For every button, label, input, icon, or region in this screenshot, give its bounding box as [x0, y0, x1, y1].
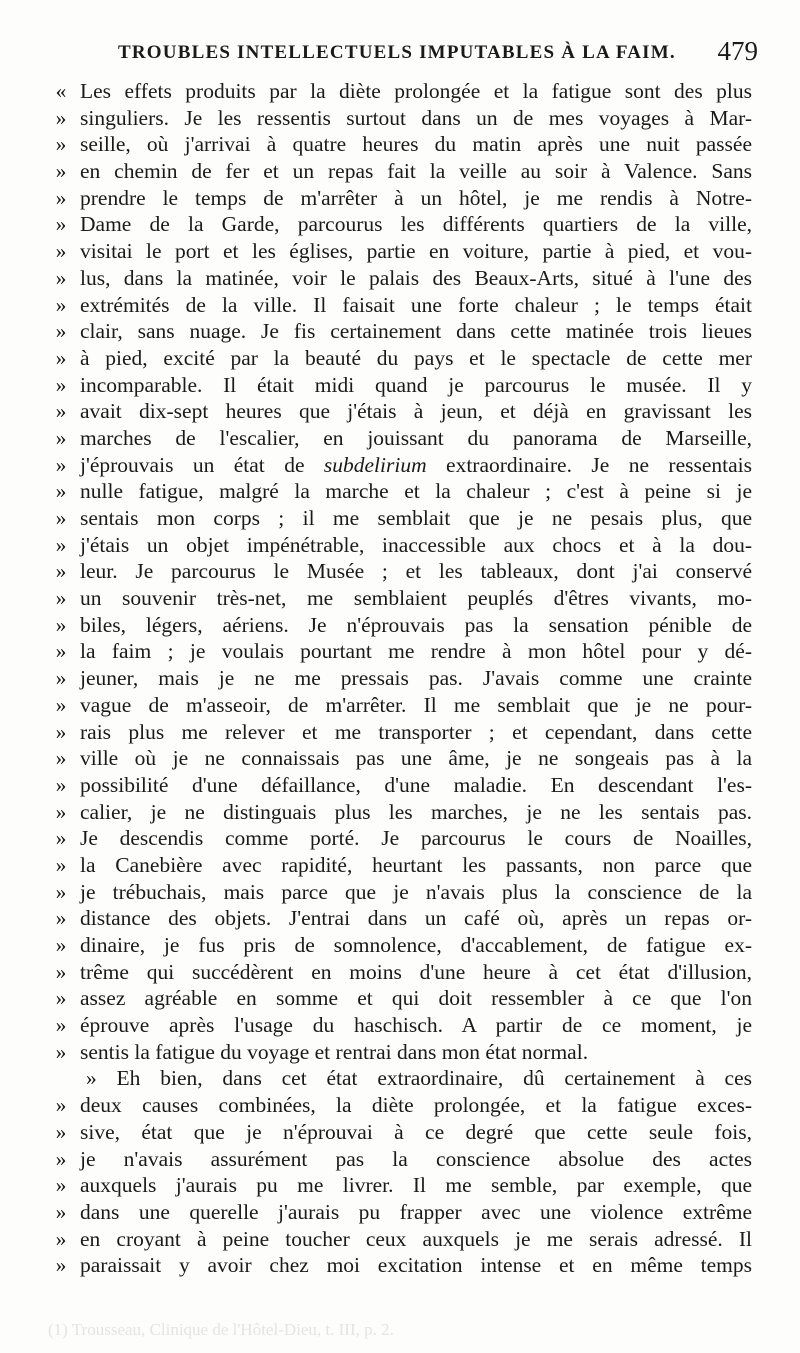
line-text-segment: deux causes combinées, la diète prolongée, et la fatigue exces- [80, 1093, 752, 1118]
quote-marker: » [55, 1119, 67, 1144]
line-text [80, 558, 752, 585]
line-text-segment: lus, dans la matinée, voir le palais des Beaux-Arts, situé à l'une des [80, 265, 752, 290]
quote-marker: » [55, 452, 67, 477]
line-text-segment: leur. Je parcourus le Musée ; et les tableaux, dont j'ai conservé [80, 559, 752, 584]
text-line [46, 425, 752, 452]
text-line [46, 398, 752, 425]
line-text [80, 478, 752, 505]
text-line [46, 905, 752, 932]
quote-marker: » [55, 586, 67, 611]
text-line [46, 105, 752, 132]
text-line [46, 959, 752, 986]
line-text [80, 1252, 752, 1279]
quote-marker: » [55, 1173, 67, 1198]
text-line [46, 932, 752, 959]
quote-marker: » [55, 132, 67, 157]
line-text-segment: j'éprouvais un état de [80, 452, 324, 477]
line-text-segment: la faim ; je voulais pourtant me rendre à mon hôtel pour y dé- [80, 639, 752, 664]
line-text-segment: extraordinaire. Je ne ressentais [426, 452, 752, 477]
line-text [80, 719, 752, 746]
quote-marker: » [55, 239, 67, 264]
text-line [46, 318, 752, 345]
text-line [46, 478, 752, 505]
line-text [80, 638, 752, 665]
quote-marker: » [55, 826, 67, 851]
running-title: TROUBLES INTELLECTUELS IMPUTABLES À LA FAIM. [118, 42, 676, 63]
quote-marker: » [55, 159, 67, 184]
line-text [80, 1092, 752, 1119]
text-line [46, 585, 752, 612]
italic-term: subdelirium [323, 452, 427, 477]
line-text-segment: sentis la fatigue du voyage et rentrai dans mon état normal. [80, 1039, 589, 1064]
quote-marker: » [55, 906, 67, 931]
quote-marker: » [55, 772, 67, 797]
text-line [46, 1039, 752, 1066]
line-text [80, 665, 752, 692]
text-line [46, 772, 752, 799]
quote-marker: » [55, 212, 67, 237]
line-text-segment: calier, je ne distinguais plus les marches, je ne les sentais pas. [80, 799, 752, 824]
line-text [80, 398, 752, 425]
footnote: (1) Trousseau, Clinique de l'Hôtel-Dieu, t. III, p. 2. [48, 1320, 394, 1339]
line-text-segment: à pied, excité par la beauté du pays et le spectacle de cette mer [80, 345, 752, 370]
quote-marker: « [55, 79, 67, 103]
line-text [80, 1226, 752, 1253]
line-text [86, 1065, 752, 1092]
line-text [80, 105, 752, 132]
quote-marker: » [55, 319, 67, 344]
line-text-segment: vague de m'asseoir, de m'arrêter. Il me semblait que je ne pour- [80, 692, 752, 717]
line-text-segment: seille, où j'arrivai à quatre heures du matin après une nuit passée [80, 132, 752, 157]
text-line [46, 372, 752, 399]
quote-marker: » [55, 692, 67, 717]
line-text [80, 879, 752, 906]
quote-marker: » [55, 532, 67, 557]
text-line [46, 1065, 752, 1092]
line-text [80, 158, 752, 185]
line-text-segment: marches de l'escalier, en jouissant du panorama de Marseille, [80, 425, 752, 450]
quote-marker: » [55, 185, 67, 210]
quote-marker: » [55, 1146, 67, 1171]
quote-marker: » [55, 105, 67, 130]
quote-marker: » [55, 719, 67, 744]
line-text [80, 318, 752, 345]
line-text [80, 585, 752, 612]
line-text-segment: nulle fatigue, malgré la marche et la chaleur ; c'est à peine si je [80, 479, 752, 504]
line-text [80, 692, 752, 719]
line-text-segment: sentais mon corps ; il me semblait que je ne pesais plus, que [80, 506, 752, 530]
text-line [46, 879, 752, 906]
text-line [46, 265, 752, 292]
line-text-segment: singuliers. Je les ressentis surtout dans un de mes voyages à Mar- [80, 105, 752, 130]
body-text [46, 78, 752, 1279]
quote-marker: » [55, 799, 67, 824]
text-line [46, 558, 752, 585]
line-text [80, 985, 752, 1012]
quote-marker: » [55, 959, 67, 984]
line-text [80, 425, 752, 452]
line-text [80, 265, 752, 292]
quote-marker: » [55, 372, 67, 397]
page-number: 479 [717, 36, 758, 66]
line-text [80, 852, 752, 879]
text-line [46, 505, 752, 532]
line-text-segment: extrémités de la ville. Il faisait une forte chaleur ; le temps était [80, 292, 752, 317]
line-text [80, 1119, 752, 1146]
line-text [80, 905, 752, 932]
text-line [46, 452, 752, 479]
line-text-segment: trême qui succédèrent en moins d'une heure à cet état d'illusion, [80, 959, 752, 984]
line-text [80, 612, 752, 639]
line-text [80, 131, 752, 158]
quote-marker: » [55, 506, 67, 530]
line-text-segment: auxquels j'aurais pu me livrer. Il me semble, par exemple, que [80, 1173, 752, 1198]
line-text-segment: biles, légers, aériens. Je n'éprouvais pas la sensation pénible de [80, 612, 752, 637]
line-text [80, 1172, 752, 1199]
quote-marker: » [55, 666, 67, 691]
line-text [80, 772, 752, 799]
quote-marker: » [55, 1253, 67, 1278]
quote-marker: » [55, 879, 67, 904]
text-line [46, 1252, 752, 1279]
line-text [80, 532, 752, 559]
line-text-segment: incomparable. Il était midi quand je parcourus le musée. Il y [80, 372, 752, 397]
line-text [80, 345, 752, 372]
text-line [46, 532, 752, 559]
line-text-segment: possibilité d'une défaillance, d'une maladie. En descendant l'es- [80, 772, 752, 797]
text-line [46, 638, 752, 665]
text-line [46, 665, 752, 692]
text-line [46, 852, 752, 879]
quote-marker: » [55, 265, 67, 290]
quote-marker: » [55, 1039, 67, 1064]
text-line [46, 1199, 752, 1226]
quote-marker: » [55, 852, 67, 877]
line-text [80, 505, 752, 532]
line-text-segment: ville où je ne connaissais pas une âme, je ne songeais pas à la [80, 746, 752, 771]
text-line [46, 78, 752, 105]
text-line [46, 825, 752, 852]
quote-marker: » [55, 612, 67, 637]
line-text-segment: la Canebière avec rapidité, heurtant les passants, non parce que [80, 852, 752, 877]
text-line [46, 131, 752, 158]
quote-marker: » [55, 399, 67, 424]
text-line [46, 292, 752, 319]
line-text [80, 959, 752, 986]
line-text-segment: assez agréable en somme et qui doit ressembler à ce que l'on [80, 986, 752, 1011]
text-line [46, 1012, 752, 1039]
text-line [46, 345, 752, 372]
quote-marker: » [55, 1013, 67, 1038]
line-text [80, 932, 752, 959]
line-text-segment: clair, sans nuage. Je fis certainement dans cette matinée trois lieues [80, 319, 752, 344]
line-text-segment: paraissait y avoir chez moi excitation intense et en même temps [80, 1253, 752, 1278]
quote-marker: » [55, 639, 67, 664]
line-text [80, 452, 752, 479]
line-text-segment: Je descendis comme porté. Je parcourus le cours de Noailles, [80, 826, 752, 851]
line-text-segment: en croyant à peine toucher ceux auxquels je me serais adressé. Il [80, 1226, 752, 1251]
quote-marker: » [55, 1226, 67, 1251]
text-line [46, 185, 752, 212]
text-line [46, 692, 752, 719]
line-text-segment: dinaire, je fus pris de somnolence, d'accablement, de fatigue ex- [80, 933, 752, 957]
quote-marker: » [55, 1199, 67, 1224]
quote-marker: » [55, 425, 67, 450]
line-text-segment: rais plus me relever et me transporter ; et cependant, dans cette [80, 719, 752, 744]
line-text-segment: je trébuchais, mais parce que je n'avais plus la conscience de la [80, 879, 752, 904]
text-line [46, 211, 752, 238]
text-line [46, 1172, 752, 1199]
line-text-segment: » Eh bien, dans cet état extraordinaire, dû certainement à ces [86, 1066, 752, 1091]
line-text [80, 238, 752, 265]
line-text-segment: jeuner, mais je ne me pressais pas. J'avais comme une crainte [80, 666, 752, 691]
line-text-segment: un souvenir très-net, me semblaient peuplés d'êtres vivants, mo- [80, 586, 752, 611]
page-header [118, 36, 758, 76]
line-text [80, 1039, 752, 1066]
line-text-segment: en chemin de fer et un repas fait la veille au soir à Valence. Sans [80, 159, 752, 184]
line-text [80, 1199, 752, 1226]
line-text-segment: sive, état que je n'éprouvai à ce degré que cette seule fois, [80, 1119, 752, 1144]
text-line [46, 1092, 752, 1119]
line-text-segment: distance des objets. J'entrai dans un café où, après un repas or- [80, 906, 752, 931]
line-text-segment: visitai le port et les églises, partie en voiture, partie à pied, et vou- [80, 239, 752, 264]
line-text [80, 78, 752, 105]
text-line [46, 1146, 752, 1173]
quote-marker: » [55, 933, 67, 957]
line-text-segment: prendre le temps de m'arrêter à un hôtel, je me rendis à Notre- [80, 185, 752, 210]
text-line [46, 799, 752, 826]
line-text [80, 799, 752, 826]
text-line [46, 1226, 752, 1253]
quote-marker: » [55, 479, 67, 504]
quote-marker: » [55, 345, 67, 370]
line-text [80, 185, 752, 212]
quote-marker: » [55, 746, 67, 771]
quote-marker: » [55, 559, 67, 584]
line-text-segment: dans une querelle j'aurais pu frapper avec une violence extrême [80, 1199, 752, 1224]
line-text-segment: Dame de la Garde, parcourus les différents quartiers de la ville, [80, 212, 752, 237]
text-line [46, 719, 752, 746]
text-line [46, 238, 752, 265]
line-text [80, 1146, 752, 1173]
line-text-segment: Les effets produits par la diète prolongée et la fatigue sont des plus [80, 79, 752, 103]
text-line [46, 158, 752, 185]
text-line [46, 1119, 752, 1146]
text-line [46, 985, 752, 1012]
text-line [46, 745, 752, 772]
line-text-segment: j'étais un objet impénétrable, inaccessible aux chocs et à la dou- [80, 532, 752, 557]
quote-marker: » [55, 292, 67, 317]
line-text [80, 1012, 752, 1039]
line-text [80, 372, 752, 399]
line-text [80, 745, 752, 772]
line-text [80, 292, 752, 319]
line-text [80, 211, 752, 238]
line-text [80, 825, 752, 852]
quote-marker: » [55, 986, 67, 1011]
line-text-segment: éprouve après l'usage du haschisch. A partir de ce moment, je [80, 1013, 752, 1038]
line-text-segment: avait dix-sept heures que j'étais à jeun, et déjà en gravissant les [80, 399, 752, 424]
text-line [46, 612, 752, 639]
quote-marker: » [55, 1093, 67, 1118]
line-text-segment: je n'avais assurément pas la conscience absolue des actes [80, 1146, 752, 1171]
